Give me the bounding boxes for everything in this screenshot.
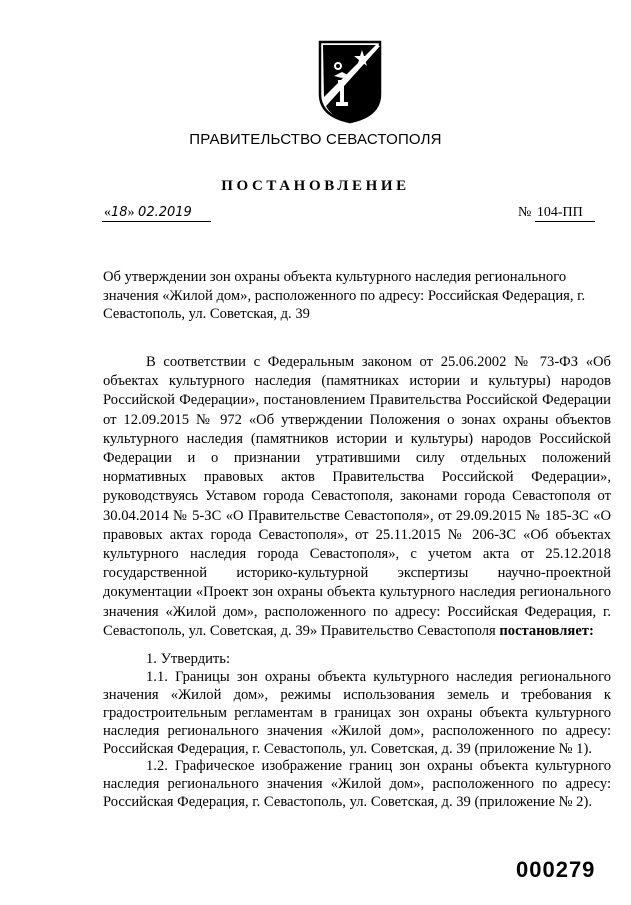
form-serial-number: 000279 (516, 857, 596, 882)
preamble-paragraph (103, 353, 611, 641)
item-1-1: 1.1. Границы зон охраны объекта культурного наследия регионального значения «Жилой дом», режимы использования земель и требования к градостроительным регламентам в границах зон охраны объекта культурного наследия регионального значения «Жилой дом», расположенного по адресу: Российская Федерация, г. Севастополь, ул. Советская, д. 39 (приложение № 1). (103, 668, 611, 757)
item-1-2: 1.2. Графическое изображение границ зон охраны объекта культурного наследия регионального значения «Жилой дом», расположенного по адресу: Российская Федерация, г. Севастополь, ул. Советская, д. 39 (приложение № 2). (103, 758, 611, 811)
date-month-year: 02.2019 (138, 205, 192, 220)
decree-date (102, 205, 211, 222)
date-close-quote: » (127, 205, 135, 220)
number-underline (535, 205, 595, 222)
date-day: 18 (111, 205, 128, 220)
decree-items (103, 651, 611, 812)
government-heading: ПРАВИТЕЛЬСТВО СЕВАСТОПОЛЯ (189, 131, 442, 148)
resolution-verb: постановляет: (499, 622, 594, 639)
date-underline (102, 205, 211, 222)
item-1: 1. Утвердить: (146, 651, 231, 667)
number-sign: № (518, 205, 532, 220)
decree-subject: Об утверждении зон охраны объекта культурного наследия регионального значения «Жилой дом», расположенного по адресу: Российская Федерация, г. Севастополь, ул. Советская, д. 39 (103, 269, 586, 322)
document-type-title: ПОСТАНОВЛЕНИЕ (221, 178, 410, 194)
decree-number (518, 205, 595, 222)
date-open-quote: « (104, 205, 111, 220)
sevastopol-coat-of-arms-icon (318, 40, 382, 124)
number-value: 104-ПП (536, 205, 583, 220)
preamble-text: В соответствии с Федеральным законом от 25.06.2002 № 73-ФЗ «Об объектах культурного наследия (памятниках истории и культуры) народов Российской Федерации», постановлением Правительства Российской Федерации от 12.09.2015 № 972 «Об утверждении Положения о зонах охраны объектов культурного наследия (памятников истории и культуры) народов Российской Федерации и о признании утратившими силу отдельных положений нормативных правовых актов Правительства Российской Федерации», руководствуясь Уставом города Севастополя, законами города Севастополя от 30.04.2014 № 5-ЗС «О Правительстве Севастополя», от 29.09.2015 № 185-ЗС «О правовых актах города Севастополя», от 25.11.2015 № 206-ЗС «Об объектах культурного наследия города Севастополя», с учетом акта от 25.12.2018 государственной историко-культурной экспертизы научно-проектной документации «Проект зон охраны объекта культурного наследия регионального значения «Жилой дом», расположенного по адресу: Российская Федерация, г. Севастополь, ул. Советская, д. 39» Правительство Севастополя (103, 354, 611, 639)
